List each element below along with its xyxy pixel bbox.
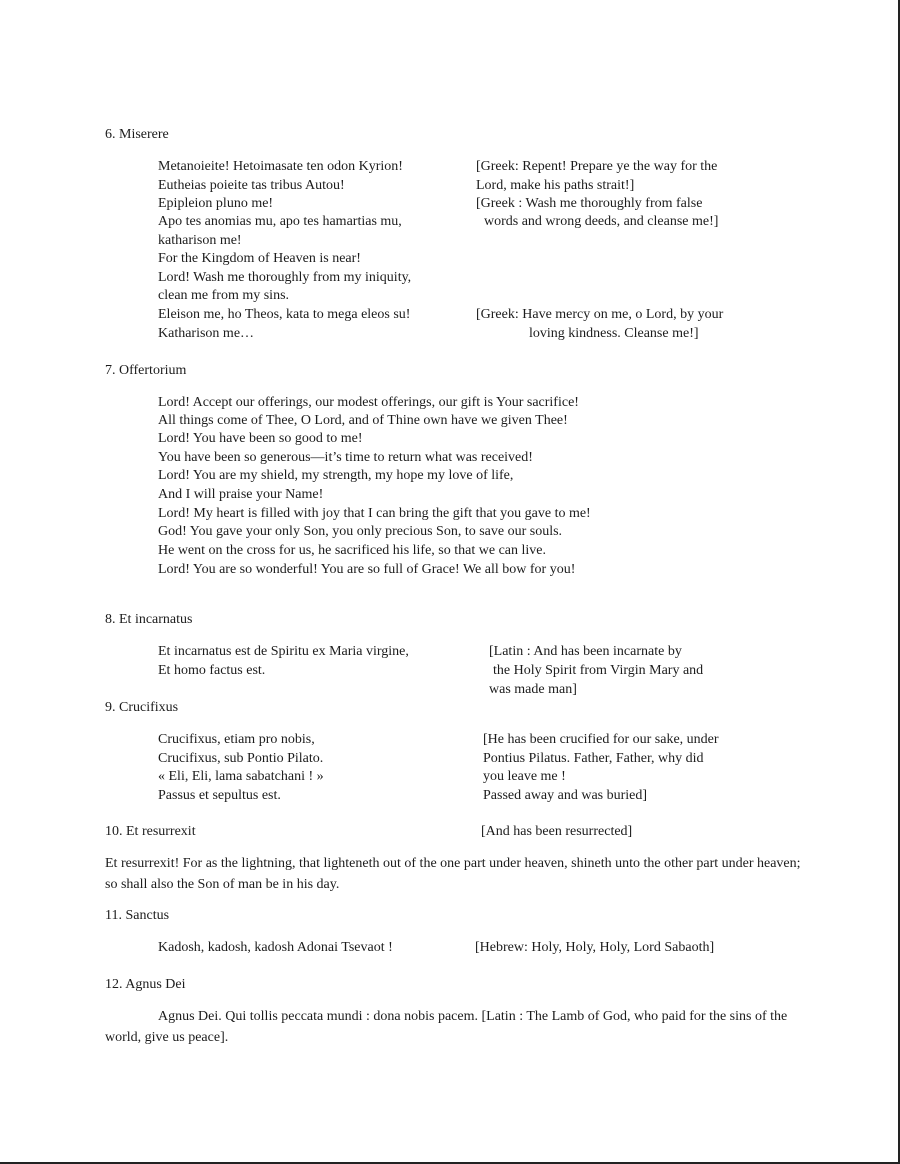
miserere-line: Epipleion pluno me! xyxy=(158,196,274,211)
incarnatus-line: Et homo factus est. xyxy=(158,663,266,678)
offertorium-line: And I will praise your Name! xyxy=(158,487,324,502)
miserere-line: For the Kingdom of Heaven is near! xyxy=(158,251,361,266)
miserere-translation: [Greek : Wash me thoroughly from false xyxy=(476,196,703,211)
crucifixus-line: Crucifixus, etiam pro nobis, xyxy=(158,732,315,747)
offertorium-line: Lord! Accept our offerings, our modest offerings, our gift is Your sacrifice! xyxy=(158,395,579,410)
section-title-agnus-dei: 12. Agnus Dei xyxy=(105,977,186,992)
section-title-et-incarnatus: 8. Et incarnatus xyxy=(105,612,193,627)
miserere-translation: Lord, make his paths strait!] xyxy=(476,178,635,193)
miserere-line: Katharison me… xyxy=(158,326,255,341)
offertorium-line: Lord! You are so wonderful! You are so full of Grace! We all bow for you! xyxy=(158,562,576,577)
crucifixus-translation: you leave me ! xyxy=(483,769,566,784)
resurrexit-translation: [And has been resurrected] xyxy=(481,824,633,839)
crucifixus-translation: [He has been crucified for our sake, under xyxy=(483,732,719,747)
miserere-line: Lord! Wash me thoroughly from my iniquity, xyxy=(158,270,412,285)
crucifixus-line: Passus et sepultus est. xyxy=(158,788,281,803)
incarnatus-translation: the Holy Spirit from Virgin Mary and xyxy=(493,663,704,678)
miserere-translation: words and wrong deeds, and cleanse me!] xyxy=(484,214,719,229)
section-title-miserere: 6. Miserere xyxy=(105,127,169,142)
miserere-line: Eleison me, ho Theos, kata to mega eleos su! xyxy=(158,307,411,322)
section-title-crucifixus: 9. Crucifixus xyxy=(105,700,179,715)
crucifixus-translation: Pontius Pilatus. Father, Father, why did xyxy=(483,751,704,766)
miserere-line: Apo tes anomias mu, apo tes hamartias mu, xyxy=(158,214,402,229)
offertorium-line: God! You gave your only Son, you only precious Son, to save our souls. xyxy=(158,524,563,539)
incarnatus-translation: was made man] xyxy=(489,682,577,697)
section-title-offertorium: 7. Offertorium xyxy=(105,363,187,378)
resurrexit-paragraph: Et resurrexit! For as the lightning, that lighteneth out of the one part under heaven, shineth unto the other part under heaven; so shall also the Son of man be in his day. xyxy=(105,856,801,892)
offertorium-line: You have been so generous—it’s time to return what was received! xyxy=(158,450,533,465)
crucifixus-line: « Eli, Eli, lama sabatchani ! » xyxy=(158,769,324,784)
miserere-line: Metanoieite! Hetoimasate ten odon Kyrion! xyxy=(158,159,403,174)
miserere-translation: loving kindness. Cleanse me!] xyxy=(529,326,699,341)
section-title-sanctus: 11. Sanctus xyxy=(105,908,170,923)
offertorium-line: Lord! My heart is filled with joy that I can bring the gift that you gave to me! xyxy=(158,506,591,521)
miserere-line: Eutheias poieite tas tribus Autou! xyxy=(158,178,345,193)
sanctus-line: Kadosh, kadosh, kadosh Adonai Tsevaot ! xyxy=(158,940,393,955)
sanctus-translation: [Hebrew: Holy, Holy, Holy, Lord Sabaoth] xyxy=(475,940,715,955)
miserere-translation: [Greek: Repent! Prepare ye the way for the xyxy=(476,159,718,174)
offertorium-line: Lord! You have been so good to me! xyxy=(158,431,363,446)
agnus-dei-paragraph: Agnus Dei. Qui tollis peccata mundi : dona nobis pacem. [Latin : The Lamb of God, who paid for the sins of the world, give us peace]. xyxy=(105,1009,788,1045)
offertorium-line: He went on the cross for us, he sacrificed his life, so that we can live. xyxy=(158,543,546,558)
miserere-line: clean me from my sins. xyxy=(158,288,290,303)
offertorium-line: Lord! You are my shield, my strength, my hope my love of life, xyxy=(158,468,514,483)
incarnatus-translation: [Latin : And has been incarnate by xyxy=(489,644,682,659)
miserere-line: katharison me! xyxy=(158,233,242,248)
crucifixus-line: Crucifixus, sub Pontio Pilato. xyxy=(158,751,324,766)
section-title-et-resurrexit: 10. Et resurrexit xyxy=(105,824,196,839)
incarnatus-line: Et incarnatus est de Spiritu ex Maria virgine, xyxy=(158,644,409,659)
offertorium-line: All things come of Thee, O Lord, and of Thine own have we given Thee! xyxy=(158,413,568,428)
miserere-translation: [Greek: Have mercy on me, o Lord, by your xyxy=(476,307,724,322)
crucifixus-translation: Passed away and was buried] xyxy=(483,788,648,803)
